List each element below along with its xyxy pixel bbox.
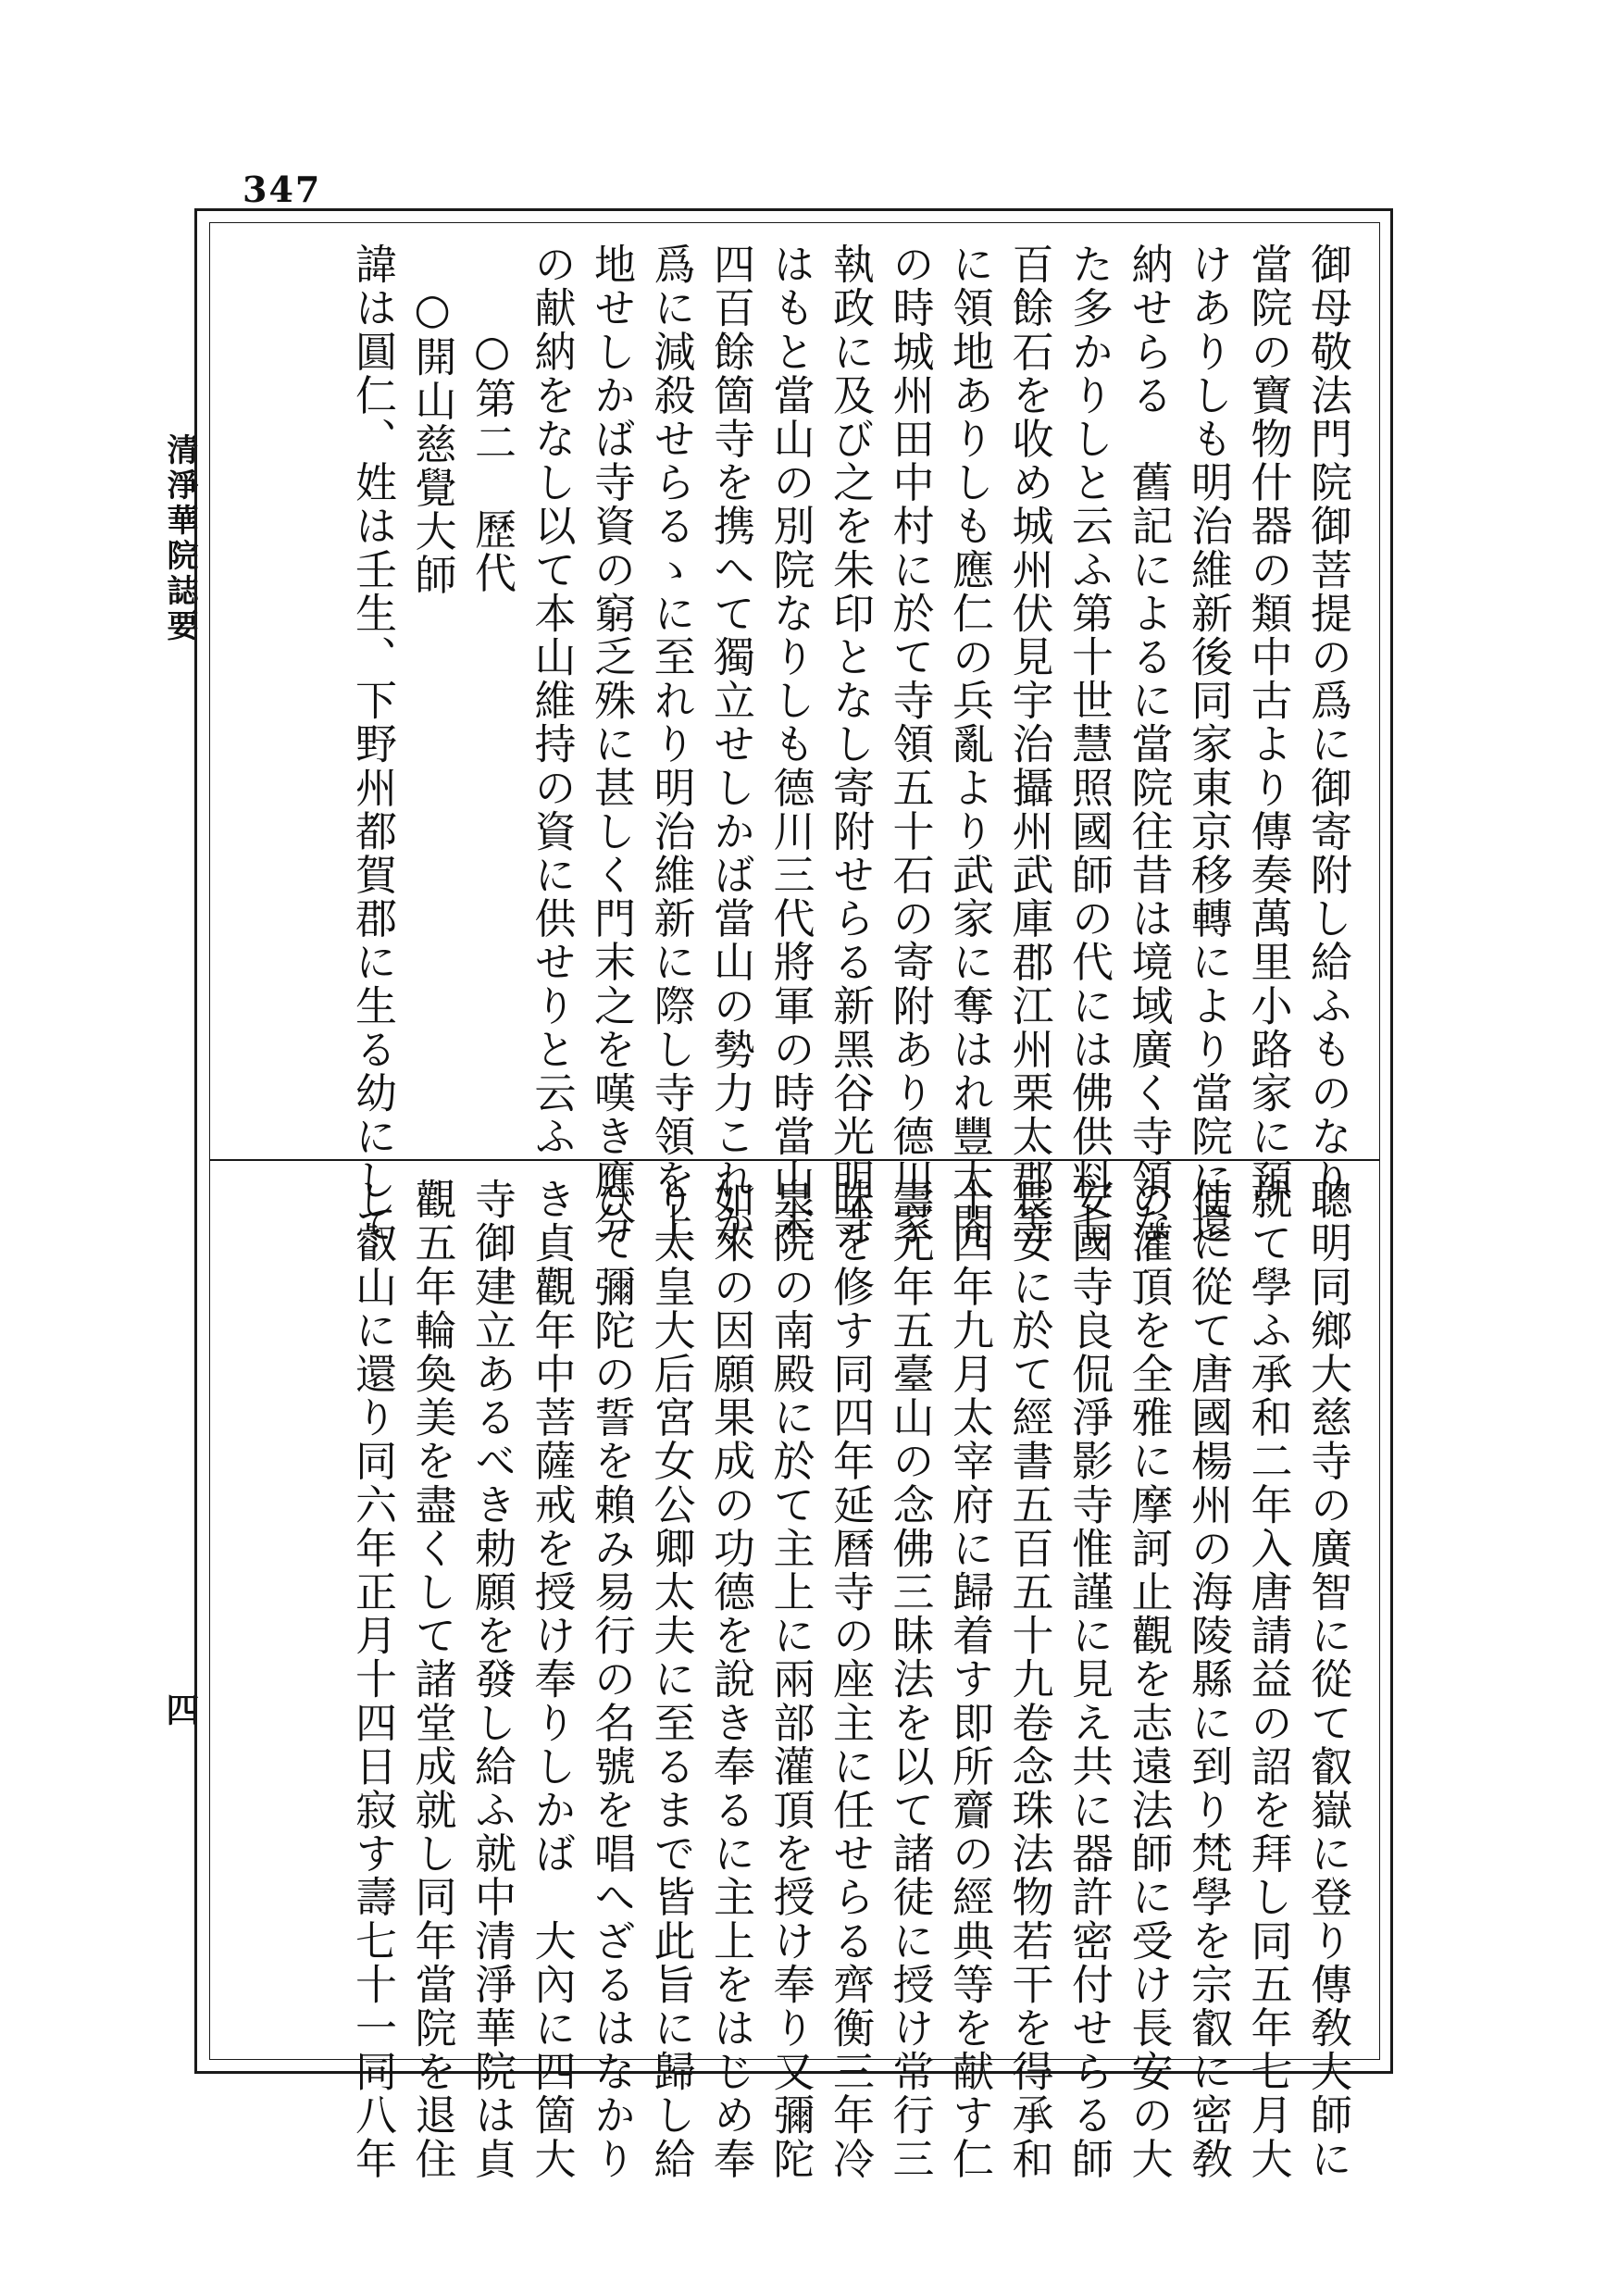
text-column: 御母敬法門院御菩提の爲に御寄附し給ふものなり xyxy=(1303,243,1352,1203)
text-column: 執政に及び之を朱印となし寄附せらる新黑谷光明寺 xyxy=(826,243,875,1246)
text-column: り太皇大后宮女公卿太夫に至るまで皆此旨に歸し給 xyxy=(646,1178,696,2181)
text-column: の灌頂を全雅に摩訶止觀を志遠法師に受け長安の大 xyxy=(1124,1178,1174,2181)
text-column: た多かりしと云ふ第十世慧照國師の代には佛供料七 xyxy=(1064,243,1114,1246)
page-number: 347 xyxy=(243,168,322,210)
text-column: 百餘石を收め城州伏見宇治攝州武庫郡江州栗太郡等 xyxy=(1004,243,1054,1246)
running-title: 清淨華院誌要 xyxy=(161,433,198,644)
text-column: 觀五年輪奐美を盡くして諸堂成就し同年當院を退住 xyxy=(407,1178,457,2181)
text-column: ひて彌陀の誓を賴み易行の名號を唱へざるはなかり xyxy=(587,1178,636,2181)
text-column: の献納をなし以て本山維持の資に供せりと云ふ xyxy=(527,243,577,1159)
text-column: 就て學ふ承和二年入唐請益の詔を拜し同五年七月大 xyxy=(1243,1178,1293,2181)
section-heading: ○第二 歷代 xyxy=(467,326,517,595)
lower-text-block xyxy=(342,1178,1358,2180)
text-column: 納せらる 舊記によるに當院往昔は境域廣く寺領な xyxy=(1124,243,1174,1246)
text-column: 長安に於て經書五百五十九卷念珠法物若干を得承和 xyxy=(1004,1178,1054,2181)
text-column: 壽元年五臺山の念佛三昧法を以て諸徒に授け常行三 xyxy=(885,1178,935,2181)
text-column: し叡山に還り同六年正月十四日寂す壽七十一同八年 xyxy=(348,1178,397,2181)
text-column: 四百餘箇寺を携へて獨立せしかば當山の勢力これか xyxy=(706,243,755,1246)
text-column: の時城州田中村に於て寺領五十石の寄附あり德川家 xyxy=(885,243,935,1246)
text-column: き貞觀年中菩薩戒を授け奉りしかば 大內に四箇大 xyxy=(527,1178,577,2181)
text-column: 如來の因願果成の功德を說き奉るに主上をはじめ奉 xyxy=(706,1178,755,2181)
folio-number: 四 xyxy=(161,1692,200,1726)
text-column: 昧を修す同四年延曆寺の座主に任せらる齊衡三年冷 xyxy=(826,1178,875,2181)
text-column: 寺御建立あるべき勅願を發し給ふ就中清淨華院は貞 xyxy=(467,1178,517,2181)
text-column: 泉院の南殿に於て主上に兩部灌頂を授け奉り又彌陀 xyxy=(765,1178,815,2181)
text-column: 當院の寶物什器の類中古より傳奏萬里小路家に預 xyxy=(1243,243,1293,1203)
text-column: 十四年九月太宰府に歸着す即所齎の經典等を献す仁 xyxy=(945,1178,994,2181)
text-column: 使に從て唐國楊州の海陵縣に到り梵學を宗叡に密敎 xyxy=(1184,1178,1233,2181)
founder-heading: ○開山慈覺大師 xyxy=(407,284,457,597)
text-column: はもと當山の別院なりしも德川三代將軍の時當山末 xyxy=(765,243,815,1246)
text-column: 爲に減殺せらるゝに至れり明治維新に際し寺領を上 xyxy=(646,243,696,1246)
text-column: 諱は圓仁、姓は壬生、下野州都賀郡に生る幼にして xyxy=(348,243,397,1246)
upper-text-block xyxy=(342,243,1358,1245)
text-column: 聰明同鄉大慈寺の廣智に從て叡嶽に登り傳敎大師に xyxy=(1303,1178,1352,2181)
text-column: 安國寺良侃淨影寺惟謹に見え共に器許密付せらる師 xyxy=(1064,1178,1114,2181)
text-column: けありしも明治維新後同家東京移轉により當院に還 xyxy=(1184,243,1233,1246)
text-column: に領地ありしも應仁の兵亂より武家に奪はれ豐太閤 xyxy=(945,243,994,1246)
text-column: 地せしかば寺資の窮乏殊に甚しく門末之を嘆き應分 xyxy=(587,243,636,1246)
